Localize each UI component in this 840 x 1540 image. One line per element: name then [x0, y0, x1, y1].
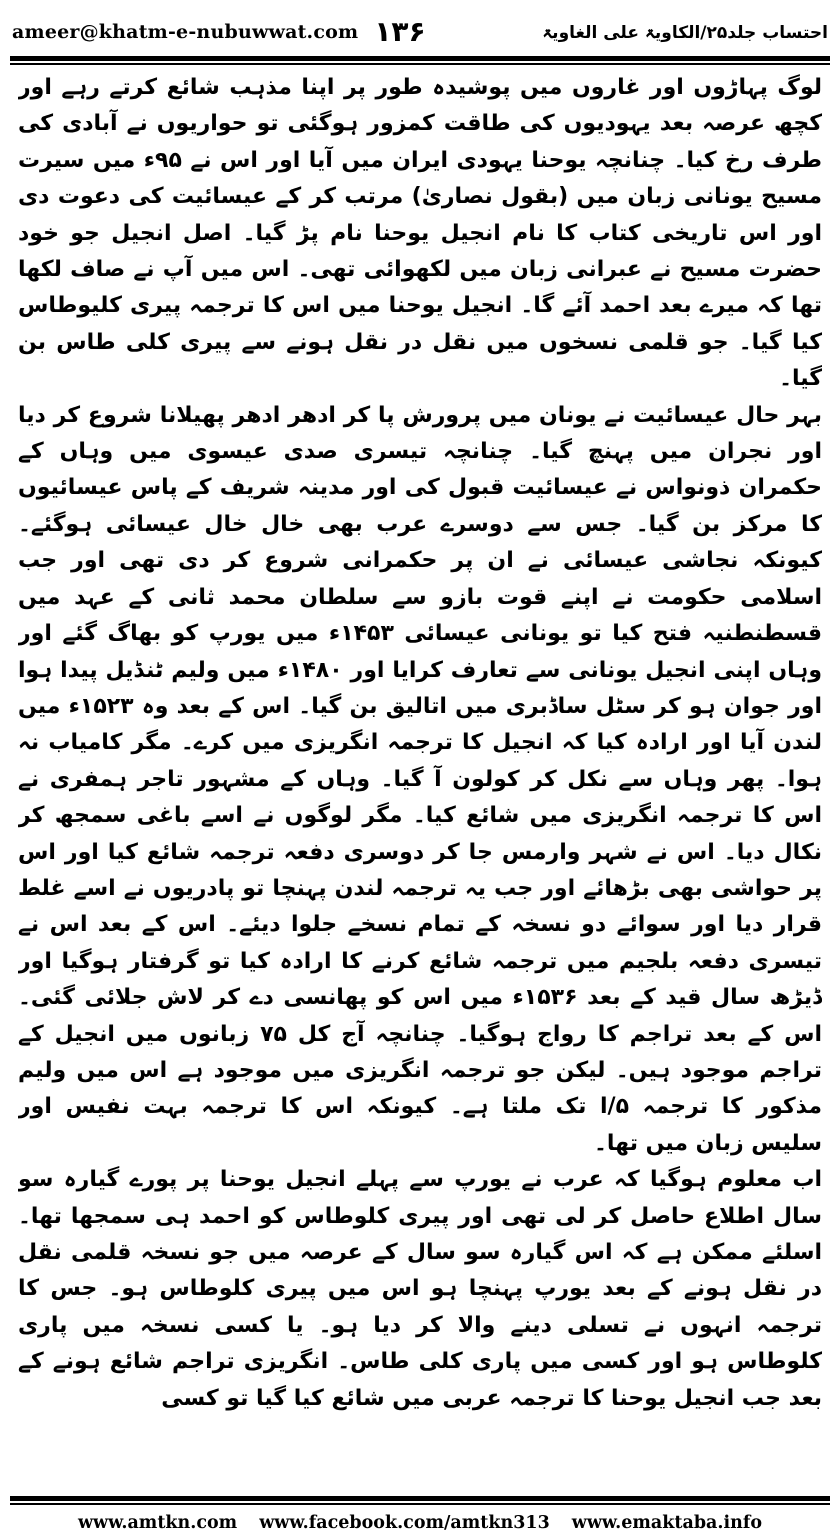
page-number: ۱۳۶: [374, 15, 426, 48]
book-title: احتساب جلد۲۵/الکاویۃ علی الغاویۃ: [542, 22, 828, 43]
header-rule-thick: [10, 56, 830, 61]
footer-link-amtkn[interactable]: www.amtkn.com: [77, 1513, 238, 1533]
footer-link-facebook[interactable]: www.facebook.com/amtkn313: [259, 1513, 550, 1533]
footer-link-emaktaba[interactable]: www.emaktaba.info: [571, 1513, 763, 1533]
body-text: [18, 70, 822, 1486]
header-email: ameer@khatm-e-nubuwwat.com: [12, 21, 359, 43]
header-rule-thin: [10, 63, 830, 65]
paragraph-3: اب معلوم ہوگیا کہ عرب نے یورپ سے پہلے انجیل یوحنا پر پورے گیارہ سو سال اطلاع حاصل کر لی تھی اور پیری کلوطاس کو احمد ہی سمجھا تھا۔ اسلئے ممکن ہے کہ اس گیارہ سو سال کے عرصہ میں جو نسخہ قلمی نقل در نقل ہونے کے بعد یورپ پہنچا ہو اس میں پیری کلوطاس ہو۔ جس کا ترجمہ انہوں نے تسلی دینے والا کر دیا ہو۔ یا کسی نسخہ میں پاری کلوطاس ہو اور کسی میں پاری کلی طاس۔ انگریزی تراجم شائع ہونے کے بعد جب انجیل یوحنا کا ترجمہ عربی میں شائع کیا گیا تو کسی: [18, 1167, 822, 1411]
page-header: [12, 14, 828, 50]
header-left-group: [12, 15, 426, 48]
paragraph-1: لوگ پہاڑوں اور غاروں میں پوشیدہ طور پر اپنا مذہب شائع کرتے رہے اور کچھ عرصہ بعد یہودیوں کی طاقت کمزور ہوگئی تو حواریوں نے آبادی کی طرف رخ کیا۔ چنانچہ یوحنا یہودی ایران میں آیا اور اس نے ۹۵ء میں سیرت مسیح یونانی زبان میں (بقول نصاریٰ) مرتب کر کے عیسائیت کی دعوت دی اور اس تاریخی کتاب کا نام انجیل یوحنا نام پڑ گیا۔ اصل انجیل جو خود حضرت مسیح نے عبرانی زبان میں لکھوائی تھی۔ اس میں آپ نے صاف لکھا تھا کہ میرے بعد احمد آئے گا۔ انجیل یوحنا میں اس کا ترجمہ پیری کلیوطاس کیا گیا۔ جو قلمی نسخوں میں نقل در نقل ہونے سے پیری کلی طاس بن گیا۔: [18, 75, 822, 392]
page-footer: [10, 1508, 830, 1538]
footer-rule-thick: [10, 1496, 830, 1501]
paragraph-2: بہر حال عیسائیت نے یونان میں پرورش پا کر ادھر ادھر پھیلانا شروع کر دیا اور نجران میں پہنچ گیا۔ چنانچہ تیسری صدی عیسوی میں وہاں کے حکمران ذونواس نے عیسائیت قبول کی اور مدینہ شریف کے پاس عیسائیوں کا مرکز بن گیا۔ جس سے دوسرے عرب بھی خال خال عیسائی ہوگئے۔ کیونکہ نجاشی عیسائی نے ان پر حکمرانی شروع کر دی تھی اور جب اسلامی حکومت نے اپنے قوت بازو سے سلطان محمد ثانی کے عہد میں قسطنطنیہ فتح کیا تو یونانی عیسائی ۱۴۵۳ء میں یورپ کو بھاگ گئے اور وہاں اپنی انجیل یونانی سے تعارف کرایا اور ۱۴۸۰ء میں ولیم ٹنڈیل پیدا ہوا اور جوان ہو کر سٹل ساڈبری میں اتالیق بن گیا۔ اس کے بعد وہ ۱۵۲۳ء میں لندن آیا اور ارادہ کیا کہ انجیل کا ترجمہ انگریزی میں کرے۔ مگر کامیاب نہ ہوا۔ پھر وہاں سے نکل کر کولون آ گیا۔ وہاں کے مشہور تاجر ہمفری نے اس کا ترجمہ انگریزی میں شائع کیا۔ مگر لوگوں نے اسے باغی سمجھ کر نکال دیا۔ اس نے شہر وارمس جا کر دوسری دفعہ ترجمہ شائع کیا اور اس پر حواشی بھی بڑھائے اور جب یہ ترجمہ لندن پہنچا تو پادریوں نے اسے غلط قرار دیا اور سوائے دو نسخہ کے تمام نسخے جلوا دیئے۔ اس کے بعد اس نے تیسری دفعہ بلجیم میں ترجمہ شائع کرنے کا ارادہ کیا تو گرفتار ہوگیا اور ڈیڑھ سال قید کے بعد ۱۵۳۶ء میں اس کو پھانسی دے کر لاش جلائی گئی۔ اس کے بعد تراجم کا رواج ہوگیا۔ چنانچہ آج کل ۷۵ زبانوں میں انجیل کے تراجم موجود ہیں۔ لیکن جو ترجمہ انگریزی میں موجود ہے اس میں ولیم مذکور کا ترجمہ ۵/ا تک ملتا ہے۔ کیونکہ اس کا ترجمہ بہت نفیس اور سلیس زبان میں تھا۔: [18, 402, 822, 1156]
footer-rule-thin: [10, 1503, 830, 1505]
